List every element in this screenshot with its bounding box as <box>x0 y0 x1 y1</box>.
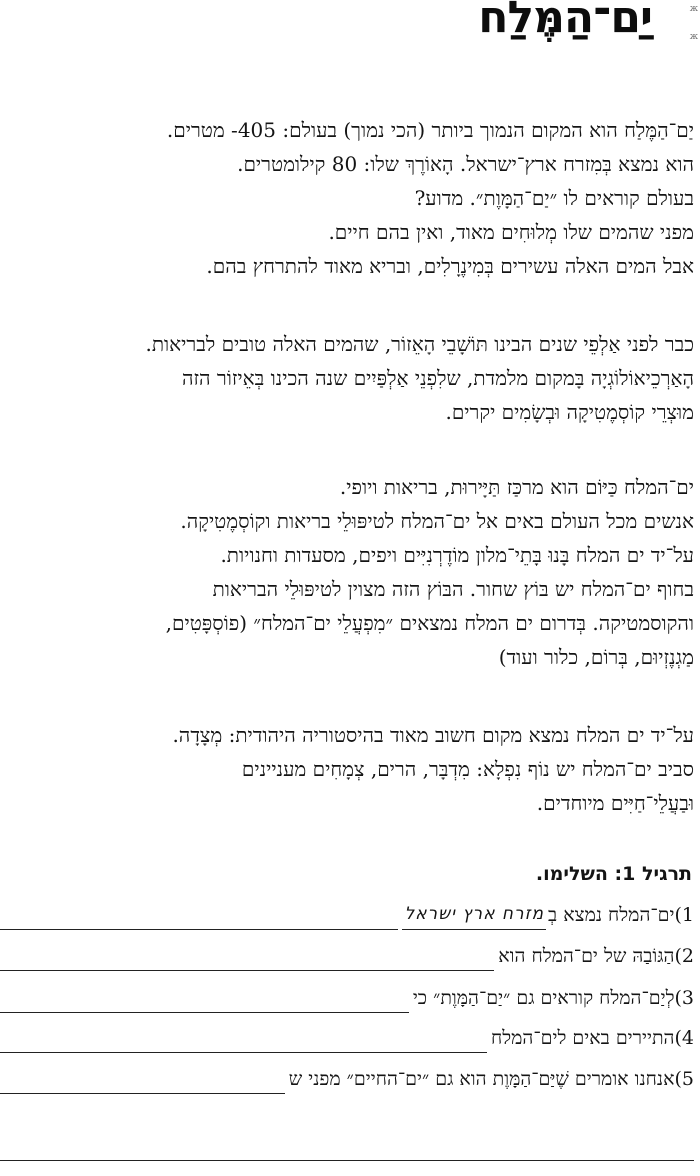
answer-blank[interactable] <box>0 1160 694 1161</box>
text-line: על־יד ים המלח בָּנוּ בָּתֵי־מלון מוֹדֶרְנִיִּים ויפים, מסעדות וחנויות. <box>220 543 694 567</box>
text-line: הוא נמצא בְּמִזרח ארץ־ישראל. הָאוֹרֶךְ שלו: 80 קילומטרים. <box>237 152 694 176</box>
paragraph-2 <box>4 327 694 429</box>
answer-blank[interactable] <box>0 1071 285 1094</box>
text-line: וּבַעֲלֵי־חַיִּים מיוחדים. <box>536 791 694 815</box>
question-number: 2) <box>674 945 694 967</box>
question-number: 3) <box>674 987 694 1009</box>
answer-blank[interactable] <box>0 948 494 971</box>
text-line: סביב ים־המלח יש נוֹף נִפְלָא: מִדְבָּר, הרים, צְמָחִים מעניינים <box>241 757 694 781</box>
exercise-title: תרגיל 1: השלימו. <box>535 863 692 885</box>
text-line: בחוף ים־המלח יש בּוֹץ שחור. הבּוֹץ הזה מצוין לטיפּוּלֵי הבריאות <box>212 577 694 601</box>
text-line: אנשים מכל העולם באים אל ים־המלח לטיפּוּלֵי בריאות וקוֹסְמֶטִיקָה. <box>180 509 694 533</box>
text-line: מַגְנֶזְיוּם, בְּרוֹם, כלור ועוד) <box>498 645 694 669</box>
question-5 <box>0 1064 694 1094</box>
question-text: התיירים באים לים־המלח <box>491 1027 675 1049</box>
question-4 <box>0 1023 694 1053</box>
handwritten-answer[interactable]: מזרח ארץ ישראל <box>402 899 546 930</box>
paragraph-4 <box>4 718 694 820</box>
text-line: אבל המים האלה עשירים בְּמִינֶרָלִים, ובריא מאוד להתרחץ בהם. <box>206 254 694 278</box>
text-line: הָאַרְכֵיאוֹלוֹגְיָה בָּמקום מלמדת, שלִפְנֵי אַלְפַּיִים שנה הכינו בְּאֵיזוֹר הזה <box>181 366 694 390</box>
answer-blank[interactable] <box>0 990 409 1013</box>
answer-blank[interactable] <box>0 907 398 930</box>
text-line: מוּצְרֵי קוֹסְמֶטִיקָה וּבְשָׂמִים יקרים. <box>445 400 694 424</box>
paragraph-3 <box>4 470 694 674</box>
text-line: מפני שהמים שלו מְלוּחִים מאוד, ואין בהם חיים. <box>328 220 694 244</box>
text-line: והקוסמטיקה. בְּדרום ים המלח נמצאים ״מִפְעֲלֵי ים־המלח״ (פוֹסְפָּטִים, <box>165 611 694 635</box>
question-number: 4) <box>674 1027 694 1049</box>
text-line: ים־המלח כַּיּוֹם הוא מרכַּז תַּיָּירוּת, בריאות ויופי. <box>339 475 694 499</box>
text-line: על־יד ים המלח נמצא מקום חשוב מאוד בהיסטוריה היהודית: מְצָדָה. <box>172 723 694 747</box>
text-line: יַם־הַמֶּלַח הוא המקום הנמוך ביותר (הכי נמוך) בעולם: 405- מטרים. <box>166 118 694 142</box>
text-line: בעולם קוראים לו ״יַם־הַמָּוֶת״. מדוע? <box>414 186 694 210</box>
question-2 <box>0 941 694 971</box>
margin-mark: ж <box>689 32 698 42</box>
question-text: הַגּוֹבַהּ של ים־המלח הוא <box>498 945 675 967</box>
page-title: יַם־הַמֶּלַח <box>478 0 652 43</box>
question-3 <box>0 983 694 1013</box>
question-number: 5) <box>674 1068 694 1090</box>
answer-blank[interactable] <box>0 1030 487 1053</box>
text-line: כבר לפני אַלְפֵי שנים הבינו תּוֹשָׁבֵי הָאֵזוֹר, שהמים האלה טובים לבריאות. <box>145 332 694 356</box>
question-text: אנחנו אומרים שֶׁיַּם־הַמָּוֶת הוא גם ״ים־החיים״ מפני ש <box>288 1068 675 1090</box>
question-number: 1) <box>674 904 694 926</box>
margin-mark: ж <box>689 4 698 14</box>
question-text: ים־המלח נמצא בְ <box>548 904 675 926</box>
question-text: לְיַם־המלח קוראים גם ״יַם־הַמָּוֶת״ כי <box>412 987 675 1009</box>
paragraph-1 <box>4 113 694 283</box>
question-1 <box>0 900 694 930</box>
